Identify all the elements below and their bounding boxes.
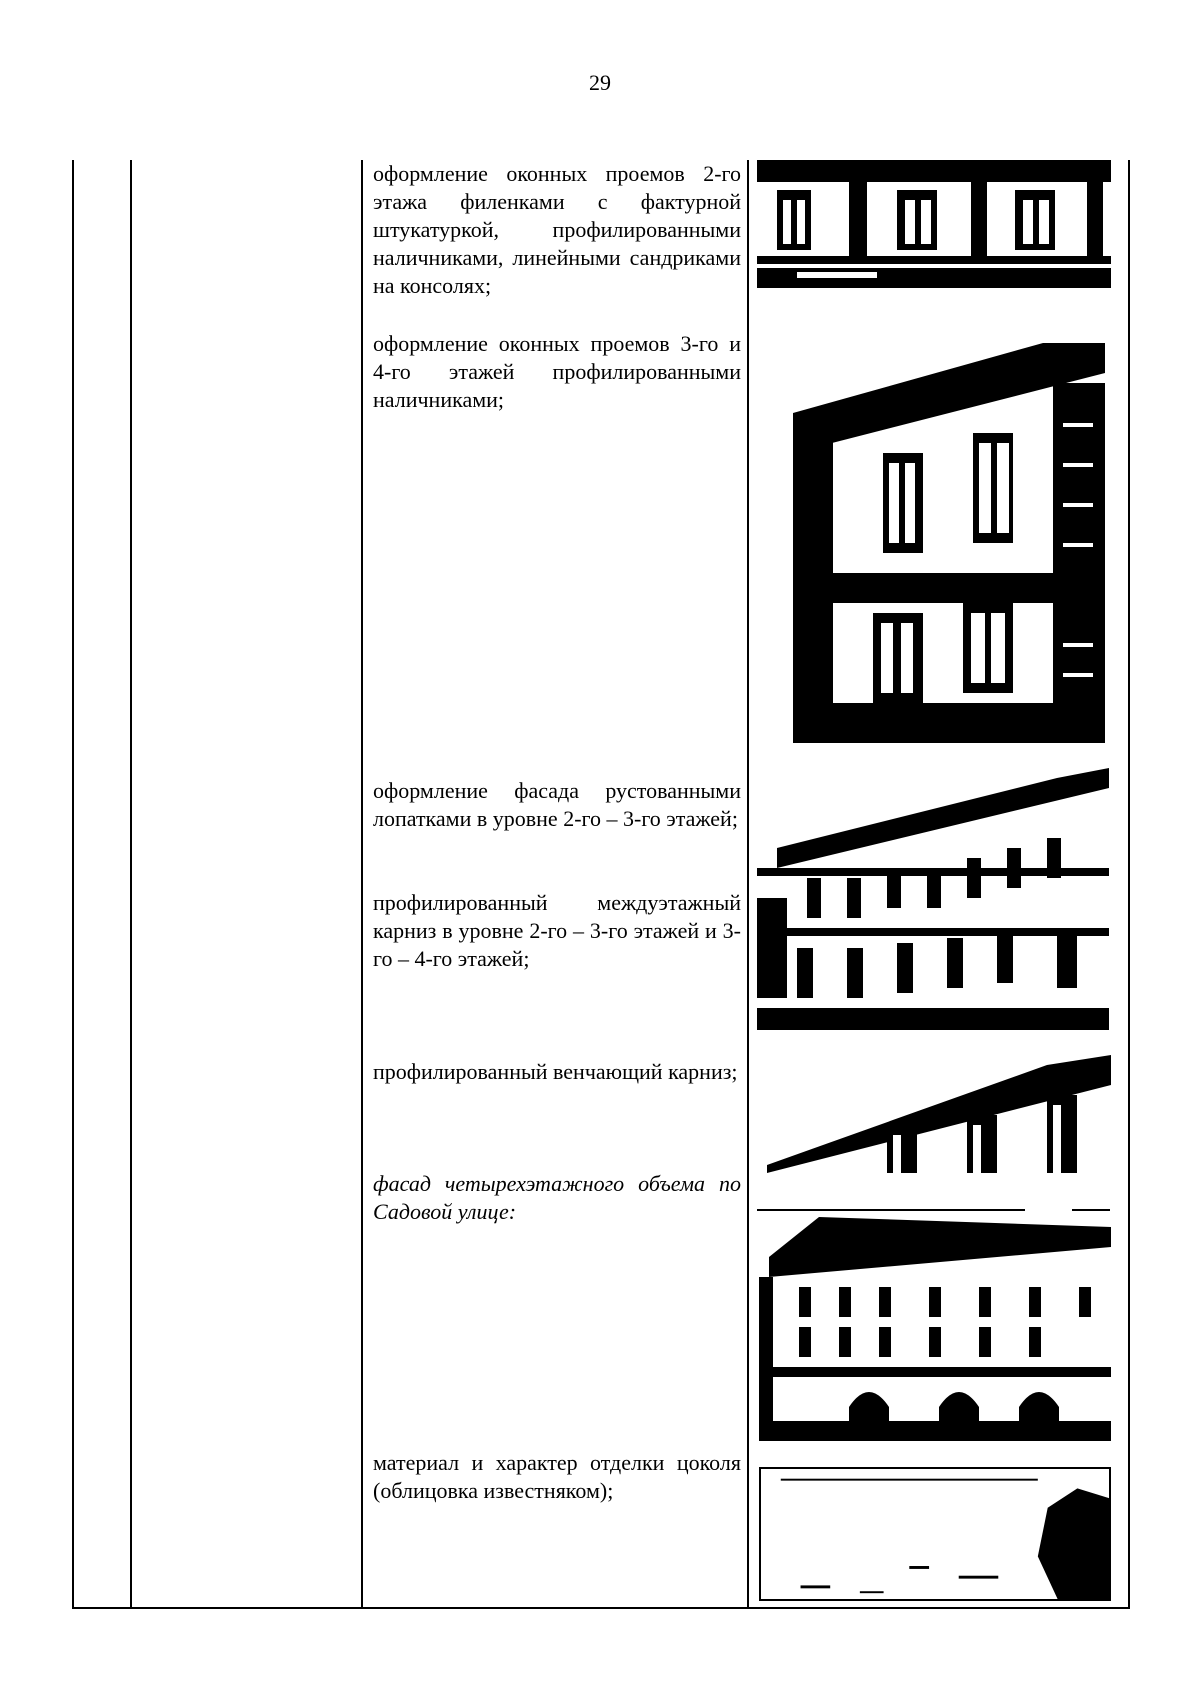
paragraph-crowning-cornice: профилированный венчающий карниз; — [373, 1059, 738, 1084]
table-column-divider-1 — [130, 160, 132, 1608]
facade-rusticated-pilasters-photo — [757, 768, 1109, 1030]
limestone-plinth-photo — [759, 1467, 1111, 1601]
paragraph-rusticated-pilasters: оформление фасада рустованными лопатками в уровне 2-го – 3-го этажей; — [373, 778, 741, 831]
facade-windows-3rd-4th-floor-photo — [793, 343, 1105, 743]
paragraph-windows-2nd-floor: оформление оконных проемов 2-го этажа филенками с фактурной штукатуркой, профилированными наличниками, линейными сандриками на консолях; — [373, 161, 741, 298]
table-border-right — [1128, 160, 1130, 1608]
table-border-left — [72, 160, 74, 1608]
table-column-divider-2 — [361, 160, 363, 1608]
page-number: 29 — [589, 70, 611, 95]
facade-crowning-cornice-photo — [767, 1055, 1111, 1173]
photo-separator-rule-2 — [1072, 1209, 1110, 1211]
paragraph-intermediate-cornice: профилированный междуэтажный карниз в уровне 2-го – 3-го этажей и 3-го – 4-го этажей; — [373, 890, 741, 971]
table-column-divider-3 — [747, 160, 749, 1608]
photo-separator-rule-1 — [757, 1209, 1025, 1211]
sadovaya-street-facade-photo — [759, 1217, 1111, 1441]
paragraph-sadovaya-facade: фасад четырехэтажного объема по Садовой улице: — [373, 1171, 741, 1224]
paragraph-windows-3rd-4th-floor: оформление оконных проемов 3-го и 4-го этажей профилированными наличниками; — [373, 331, 741, 412]
paragraph-plinth-material: материал и характер отделки цоколя (облицовка известняком); — [373, 1450, 741, 1503]
table-bottom-border — [72, 1607, 1130, 1609]
facade-windows-2nd-floor-photo — [757, 160, 1111, 288]
